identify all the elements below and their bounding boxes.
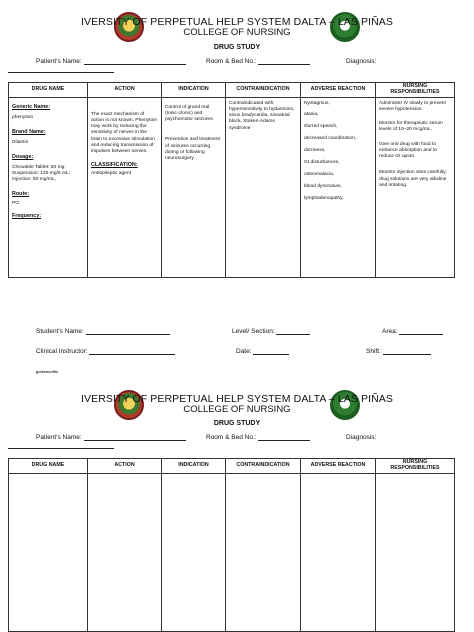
- diagnosis-label: Diagnosis:: [346, 58, 377, 65]
- adverse-reaction-item: ataxia,: [304, 112, 319, 118]
- indication-cell: [162, 97, 226, 277]
- area-field[interactable]: [382, 328, 443, 335]
- patient-name-field[interactable]: [36, 58, 186, 65]
- brand-name-value: Dilantin: [12, 139, 29, 145]
- adverse-reaction-item: blood dyscrasias,: [304, 183, 342, 189]
- header-action: ACTION: [88, 83, 162, 98]
- header-adverse-reaction: ADVERSE REACTION: [301, 83, 376, 98]
- nursing-responsibilities-cell: [376, 97, 455, 277]
- header-adverse-reaction: ADVERSE REACTION: [301, 459, 376, 474]
- header-contraindication: CONTRAINDICATION: [226, 83, 301, 98]
- college-name: COLLEGE OF NURSING: [183, 404, 291, 415]
- room-line: [258, 434, 310, 441]
- header-nursing-responsibilities: NURSING RESPONSIBILITIES: [376, 83, 455, 98]
- indication-text-2: Prevention and treatment of seizures occurring during or following neurosurgery.: [165, 137, 220, 162]
- drug-name-cell[interactable]: [9, 473, 88, 631]
- patient-name-label: Patient's Name:: [36, 58, 82, 65]
- area-label: Area:: [382, 328, 398, 335]
- student-name-line: [86, 328, 170, 335]
- adverse-reaction-item: decreased coordination,: [304, 136, 357, 142]
- university-name: IVERSITY OF PERPETUAL HELP SYSTEM DALTA – LAS PIÑAS: [80, 393, 394, 405]
- nursing-item-3: Give oral drug with food to enhance absorption and to reduce GI upset.: [379, 141, 437, 160]
- document-title: DRUG STUDY: [213, 420, 261, 427]
- action-cell: [88, 97, 162, 277]
- level-section-line: [276, 328, 310, 335]
- route-label: Route:: [12, 190, 30, 197]
- nursing-item-1: Administer IV slowly to prevent severe hypotension.: [379, 100, 446, 112]
- nursing-item-4: Monitor injection sites carefully; drug solutions are very alkaline and irritating.: [379, 170, 447, 189]
- dosage-value: Chewable Tablet: 50 mg; Suspension: 125 mg/5 mL; Injection: 50 mg/mL,: [12, 164, 71, 183]
- adverse-reaction-cell[interactable]: [301, 473, 376, 631]
- patient-name-label: Patient's Name:: [36, 434, 82, 441]
- adverse-reaction-cell: [301, 97, 376, 277]
- student-name-label: Student's Name:: [36, 328, 84, 335]
- university-name: IVERSITY OF PERPETUAL HELP SYSTEM DALTA – LAS PIÑAS: [80, 16, 394, 28]
- patient-name-line: [84, 434, 186, 441]
- document-title: DRUG STUDY: [213, 44, 261, 51]
- diagnosis-line: [8, 66, 114, 73]
- adverse-reaction-item: osteomalacia,: [304, 171, 335, 177]
- header-indication: INDICATION: [162, 83, 226, 98]
- diagnosis-field[interactable]: [346, 58, 376, 65]
- room-field[interactable]: [206, 434, 310, 441]
- header-drug-name: DRUG NAME: [9, 459, 88, 474]
- adverse-reaction-item: GI disturbances,: [304, 159, 340, 165]
- contraindication-cell: [226, 97, 301, 277]
- contraindication-cell[interactable]: [226, 473, 301, 631]
- drug-study-table-blank: [8, 458, 455, 632]
- level-section-field[interactable]: [232, 328, 310, 335]
- header-drug-name: DRUG NAME: [9, 83, 88, 98]
- action-text: The exact mechanism of action is not known, Phenytoin may work by reducing the sensitivity of nerves in the brain to excessive stimulation and reducing transmission of impulses between nerves.: [91, 111, 158, 155]
- patient-name-field[interactable]: [36, 434, 186, 441]
- drug-study-table: [8, 82, 455, 278]
- adverse-reaction-item: lymphadenopathy,: [304, 195, 344, 201]
- route-value: PO: [12, 200, 20, 206]
- shift-line: [383, 348, 431, 355]
- diagnosis-label: Diagnosis:: [346, 434, 377, 441]
- nursing-item-2: Monitor for therapeutic serum levels of 10–20 mcg/mL.: [379, 121, 443, 133]
- diagnosis-field[interactable]: [346, 434, 376, 441]
- college-name: COLLEGE OF NURSING: [183, 27, 291, 38]
- adverse-reaction-item: dizziness,: [304, 148, 326, 154]
- clinical-instructor-label: Clinical Instructor:: [36, 348, 88, 355]
- clinical-instructor-line: [89, 348, 175, 355]
- header-action: ACTION: [88, 459, 162, 474]
- classification-value: Antiepileptic agent: [91, 171, 131, 177]
- date-line: [253, 348, 289, 355]
- adverse-reaction-item: slurred speech,: [304, 124, 338, 130]
- frequency-label: Frequency:: [12, 212, 42, 219]
- header-indication: INDICATION: [162, 459, 226, 474]
- signature-scribble: goleeneufile: [36, 370, 59, 374]
- patient-name-line: [84, 58, 186, 65]
- contraindication-text: Contraindicated with hypersensitivity to hydantoins, sinus bradycardia, sinoatrial block, Stokes-Adams syndrome: [229, 100, 295, 131]
- header-nursing-responsibilities: NURSING RESPONSIBILITIES: [376, 459, 455, 474]
- level-section-label: Level/ Section:: [232, 328, 275, 335]
- action-cell[interactable]: [88, 473, 162, 631]
- area-line: [399, 328, 443, 335]
- adverse-reaction-item: Nystagmus,: [304, 100, 330, 106]
- room-label: Room & Bed No.:: [206, 58, 257, 65]
- room-field[interactable]: [206, 58, 310, 65]
- student-name-field[interactable]: [36, 328, 170, 335]
- clinical-instructor-field[interactable]: [36, 348, 175, 355]
- classification-label: CLASSIFICATION:: [91, 162, 138, 169]
- indication-text-1: Control of grand mal (tonic-clonic) and psychomotor seizures.: [165, 104, 214, 123]
- room-line: [258, 58, 310, 65]
- generic-name-label: Generic Name:: [12, 103, 51, 110]
- date-field[interactable]: [236, 348, 289, 355]
- diagnosis-line: [8, 442, 114, 449]
- dosage-label: Dosage:: [12, 153, 34, 160]
- generic-name-value: phenytoin: [12, 114, 34, 120]
- brand-name-label: Brand Name:: [12, 128, 46, 135]
- indication-cell[interactable]: [162, 473, 226, 631]
- shift-field[interactable]: [366, 348, 431, 355]
- header-contraindication: CONTRAINDICATION: [226, 459, 301, 474]
- adverse-reaction-list: [304, 101, 372, 202]
- drug-name-cell: [9, 97, 88, 277]
- nursing-responsibilities-cell[interactable]: [376, 473, 455, 631]
- room-label: Room & Bed No.:: [206, 434, 257, 441]
- date-label: Date:: [236, 348, 252, 355]
- shift-label: Shift:: [366, 348, 381, 355]
